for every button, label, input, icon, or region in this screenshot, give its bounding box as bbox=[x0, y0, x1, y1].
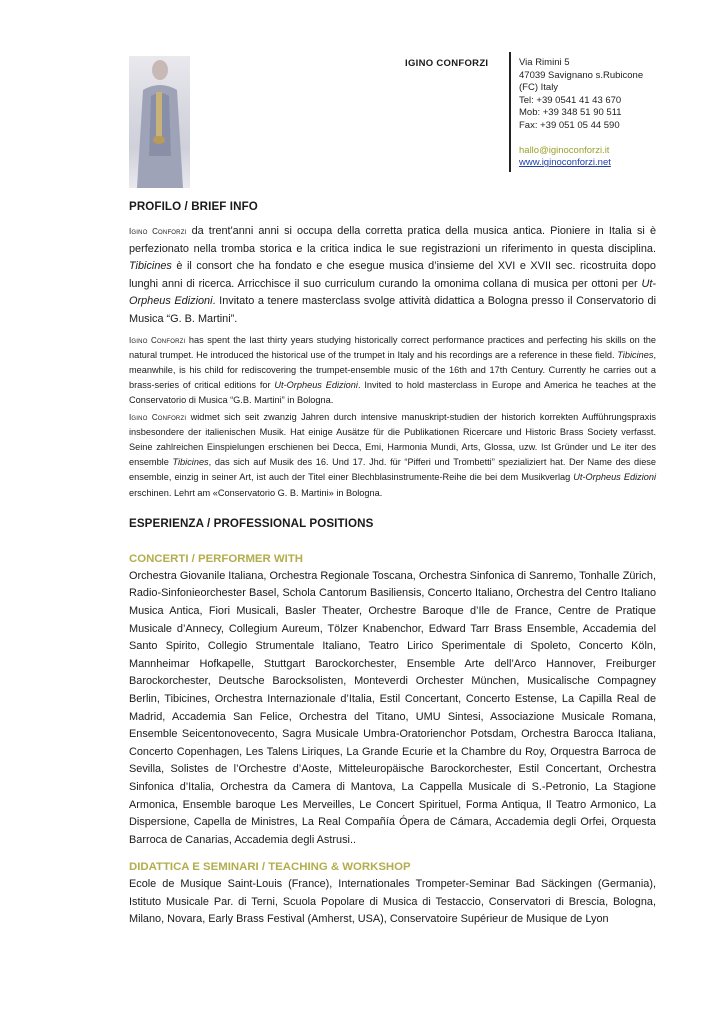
experience-heading: ESPERIENZA / PROFESSIONAL POSITIONS bbox=[129, 516, 374, 530]
name-lead: Igino Conforzi bbox=[129, 412, 187, 422]
website-link[interactable]: www.iginoconforzi.net bbox=[519, 157, 611, 169]
profile-italian: Igino Conforzi da trent'anni anni si occupa della corretta pratica della musica antica. Pioniere in Italia si è perfezionato nella tromba storica e la critica indica le sue registrazioni un riferimento in questa disciplina. Tibicines è il consort che ha fondato e che esegue musica d’insieme del XVI e XVII sec. ricostruita dopo lunghi anni di ricerca. Arricchisce il suo curriculum curando la omonima collana di musica per ottoni per Ut-Orpheus Edizioni. Invitato a tenere masterclass svolge attività didattica a Bologna presso il Conservatorio di Musica “G. B. Martini”. bbox=[129, 225, 656, 325]
fax-line: Fax: +39 051 05 44 590 bbox=[519, 119, 620, 131]
teaching-text: Ecole de Musique Saint-Louis (France), Internationales Trompeter-Seminar Bad Säckingen (Germania), Istituto Musicale Par. di Terni, Scuola Popolare di Musica di Testaccio, Conservatori di Brescia, Bologna, Milano, Novara, Early Brass Festival (Amherst, USA), Conservatoire Supérieur de Musique de Lyon bbox=[129, 878, 656, 926]
concerts-heading: CONCERTI / PERFORMER WITH bbox=[129, 552, 304, 565]
profile-heading: PROFILO / BRIEF INFO bbox=[129, 200, 258, 213]
name-lead: Igino Conforzi bbox=[129, 227, 187, 236]
mobile-line: Mob: +39 348 51 90 511 bbox=[519, 107, 622, 119]
teaching-heading: DIDATTICA E SEMINARI / TEACHING & WORKSHOP bbox=[129, 861, 411, 874]
address-line: Via Rimini 5 bbox=[519, 57, 570, 68]
name-lead: Igino Conforzi bbox=[129, 335, 186, 345]
phone-line: Tel: +39 0541 41 43 670 bbox=[519, 94, 622, 106]
profile-german: Igino Conforzi widmet sich seit zwanzig Jahren durch intensive manuskript-studien der historich korrekten Aufführungspraxis insbesondere der italienischen Musik. Hat einige Ausätze für die Publikationen Ricercare und Historic Brass Society verfasst. Seine zahlreichen Einspielungen erschienen bei Decca, Emi, Harmonia Mundi, Arts, Glossa, uzw. Ist Gründer und Le iter des ensemble Tibicines, das sich auf Musik des 16. Und 17. Jhd. für “Pifferi und Trombetti” spezializiert hat. Der Name des diese ensemble, einzig in seiner Art, ist auch der Titel einer Blechblasinstrumente-Reihe die bei dem Musikverlag Ut-Orpheus Edizioni erschinen. Lehrt am «Conservatorio G. B. Martini» in Bologna. bbox=[129, 411, 657, 498]
header-divider bbox=[509, 52, 511, 172]
email-link[interactable]: hallo@iginoconforzi.it bbox=[519, 144, 610, 156]
address-line: (FC) Italy bbox=[519, 82, 559, 94]
profile-english: Igino Conforzi has spent the last thirty years studying historically correct performance practices and perfecting his skills on the natural trumpet. He introduced the historical use of the trumpet in Italy and his recordings are a reference in these field. Tibicines, meanwhile, is his child for rediscovering the trumpet-ensemble music of the 16th and 17th Century. Currently he carries out a brass-series of critical editions for Ut-Orpheus Edizioni. Invited to hold masterclass in Europe and America he teaches at the Conservatorio di Musica “G.B. Martini” in Bologna. bbox=[129, 334, 657, 406]
portrait-photo bbox=[129, 56, 190, 188]
address-line: 47039 Savignano s.Rubicone bbox=[519, 69, 644, 81]
contact-block bbox=[519, 57, 643, 170]
portrait-figure-icon bbox=[129, 56, 190, 188]
concerts-text: Orchestra Giovanile Italiana, Orchestra Regionale Toscana, Orchestra Sinfonica di Sanremo, Tonhalle Zürich, Radio-Sinfonieorchester Basel, Schola Cantorum Basiliensis, Concerto Italiano, Orchestra del Centro Italiano Musica Antica, Fiori Musicali, Basler Theater, Orchestre Baroque d’Ile de France, Centre de Pratique Musicale d’Annecy, Collegium Aureum, Tölzer Knabenchor, Edward Tarr Brass Ensemble, Accademia del Santo Spirito, Collegio Strumentale Italiano, Teatro Lirico Sperimentale di Spoleto, Concerto Köln, Mannheimar Hofkapelle, Stuttgart Barockorchester, Ensemble Arte dell’Arco Hannover, Freiburger Barockorchester, Deutsche Barocksolisten, Monteverdi Orchester München, Musicalische Compagney Berlin, Tibicines, Orchestra Internazionale d’Italia, Estil Concertant, Concerto Estense, La Capilla Real de Madrid, Accademia San Felice, Orchestra del Titano, UMU Sintesi, Associazione Musicale Romana, Ensemble Seicentonovecento, Sagra Musicale Umbra-Oratorienchor Potsdam, Orchestra Barocca Italiana, Concerto Copenhagen, Les Talens Liriques, La Grande Ecurie et la Chambre du Roy, Orquestra Barroca de Sevilla, Solistes de l’Orchestre d’Aoste, Mitteleuropäische Barockorchester, Estil Concertant, Orchestra Sinfonica d’Italia, Orchestra da Camera di Mantova, La Cappella Musicale di S.-Petronio, La Stagione Armonica, Ensemble baroque Les Merveilles, Le Concert Spirituel, Forma Antiqua, Il Teatro Armonico, La Dispersione, Capella de Ministres, La Real Compañía Ópera de Cámara, Accademia degli Orfei, Orquesta Barroca de Canarias, Accademia degli Astrusi.. bbox=[129, 569, 656, 846]
header-name: IGINO CONFORZI bbox=[405, 58, 489, 69]
main-content bbox=[129, 200, 656, 929]
